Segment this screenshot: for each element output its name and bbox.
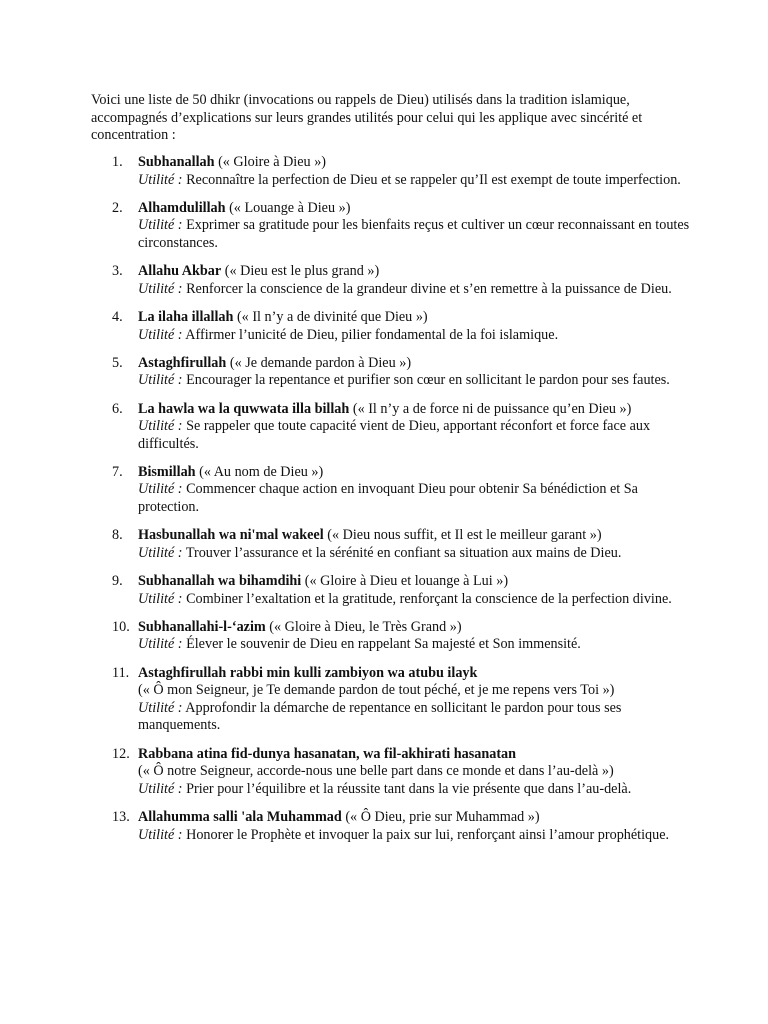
item-number: 5. <box>112 354 123 371</box>
item-heading <box>138 401 691 419</box>
utility-text <box>138 327 691 345</box>
dhikr-term: Allahumma salli 'ala Muhammad <box>138 808 342 825</box>
list-item <box>91 746 691 799</box>
item-heading <box>138 464 691 482</box>
item-heading <box>138 355 691 373</box>
dhikr-translation: (« Ô mon Seigneur, je Te demande pardon de tout péché, et je me repens vers Toi ») <box>138 682 615 699</box>
utility-label: Utilité : <box>138 590 183 607</box>
list-item <box>91 309 691 344</box>
list-item <box>91 527 691 562</box>
utility-label: Utilité : <box>138 481 183 498</box>
utility-text <box>138 481 691 516</box>
list-item <box>91 573 691 608</box>
item-number: 13. <box>112 808 130 825</box>
item-number: 8. <box>112 527 123 544</box>
dhikr-term: Astaghfirullah rabbi min kulli zambiyon wa atubu ilayk <box>138 664 478 681</box>
list-item <box>91 401 691 454</box>
utility-description: Se rappeler que toute capacité vient de Dieu, apportant réconfort et force face aux difficultés. <box>138 418 651 452</box>
item-heading <box>138 665 691 683</box>
list-item <box>91 154 691 189</box>
utility-label: Utilité : <box>138 418 183 435</box>
utility-text <box>138 418 691 453</box>
dhikr-term: Subhanallahi-l-‘azim <box>138 618 266 635</box>
item-heading <box>138 200 691 218</box>
item-number: 3. <box>112 263 123 280</box>
list-item <box>91 665 691 735</box>
dhikr-term: Rabbana atina fid-dunya hasanatan, wa fil-akhirati hasanatan <box>138 745 517 762</box>
utility-label: Utilité : <box>138 280 183 297</box>
list-item <box>91 263 691 298</box>
utility-description: Renforcer la conscience de la grandeur divine et s’en remettre à la puissance de Dieu. <box>182 280 672 297</box>
dhikr-term: La hawla wa la quwwata illa billah <box>138 400 350 417</box>
utility-description: Encourager la repentance et purifier son cœur en sollicitant le pardon pour ses fautes. <box>182 372 670 389</box>
list-item <box>91 809 691 844</box>
dhikr-term: Astaghfirullah <box>138 354 227 371</box>
dhikr-meaning: (« Dieu nous suffit, et Il est le meilleur garant ») <box>323 527 602 544</box>
utility-text <box>138 700 691 735</box>
item-heading <box>138 263 691 281</box>
item-number: 1. <box>112 154 123 170</box>
dhikr-term: Subhanallah <box>138 154 215 170</box>
dhikr-term: Subhanallah wa bihamdihi <box>138 573 302 590</box>
utility-label: Utilité : <box>138 780 183 797</box>
utility-label: Utilité : <box>138 372 183 389</box>
dhikr-meaning: (« Gloire à Dieu et louange à Lui ») <box>301 573 509 590</box>
utility-text <box>138 372 691 390</box>
dhikr-term: Alhamdulillah <box>138 199 226 216</box>
dhikr-translation: (« Ô notre Seigneur, accorde-nous une belle part dans ce monde et dans l’au-delà ») <box>138 763 614 780</box>
utility-text <box>138 636 691 654</box>
utility-label: Utilité : <box>138 636 183 653</box>
item-number: 11. <box>112 664 130 681</box>
intro-paragraph: Voici une liste de 50 dhikr (invocations ou rappels de Dieu) utilisés dans la tradition islamique, accompagnés d’explications sur leurs grandes utilités pour celui qui les applique avec sincérité et concentration : <box>91 92 643 144</box>
dhikr-term: Hasbunallah wa ni'mal wakeel <box>138 527 324 544</box>
utility-description: Élever le souvenir de Dieu en rappelant Sa majesté et Son immensité. <box>182 636 581 653</box>
dhikr-list <box>91 154 691 855</box>
item-number: 6. <box>112 400 123 417</box>
utility-label: Utilité : <box>138 699 183 716</box>
item-heading <box>138 573 691 591</box>
dhikr-meaning: (« Gloire à Dieu, le Très Grand ») <box>265 618 462 635</box>
utility-text <box>138 827 691 845</box>
dhikr-meaning: (« Il n’y a de divinité que Dieu ») <box>233 308 428 325</box>
dhikr-meaning: (« Dieu est le plus grand ») <box>221 263 380 280</box>
item-number: 12. <box>112 745 130 762</box>
dhikr-term: Allahu Akbar <box>138 263 222 280</box>
utility-description: Reconnaître la perfection de Dieu et se rappeler qu’Il est exempt de toute imperfection. <box>182 171 681 188</box>
list-item <box>91 464 691 517</box>
item-number: 9. <box>112 573 123 590</box>
list-item <box>91 200 691 253</box>
item-heading <box>138 309 691 327</box>
item-number: 7. <box>112 463 123 480</box>
list-item <box>91 619 691 654</box>
item-heading <box>138 527 691 545</box>
dhikr-term: La ilaha illallah <box>138 308 234 325</box>
utility-description: Affirmer l’unicité de Dieu, pilier fondamental de la foi islamique. <box>182 326 559 343</box>
utility-label: Utilité : <box>138 171 183 188</box>
dhikr-meaning: (« Louange à Dieu ») <box>225 199 351 216</box>
item-number: 10. <box>112 618 130 635</box>
utility-label: Utilité : <box>138 326 183 343</box>
item-number: 2. <box>112 199 123 216</box>
utility-text <box>138 781 691 799</box>
item-heading <box>138 809 691 827</box>
utility-description: Prier pour l’équilibre et la réussite tant dans la vie présente que dans l’au-delà. <box>182 780 632 797</box>
utility-description: Honorer le Prophète et invoquer la paix sur lui, renforçant ainsi l’amour prophétique. <box>182 826 670 843</box>
utility-description: Combiner l’exaltation et la gratitude, renforçant la conscience de la perfection divine. <box>182 590 672 607</box>
utility-label: Utilité : <box>138 826 183 843</box>
dhikr-meaning: (« Je demande pardon à Dieu ») <box>226 354 412 371</box>
item-number: 4. <box>112 308 123 325</box>
utility-label: Utilité : <box>138 217 183 234</box>
utility-text <box>138 217 691 252</box>
utility-text <box>138 545 691 563</box>
utility-description: Trouver l’assurance et la sérénité en confiant sa situation aux mains de Dieu. <box>182 544 622 561</box>
utility-text <box>138 281 691 299</box>
item-heading <box>138 746 691 764</box>
dhikr-meaning: (« Ô Dieu, prie sur Muhammad ») <box>341 808 540 825</box>
utility-label: Utilité : <box>138 544 183 561</box>
item-heading <box>138 619 691 637</box>
utility-text <box>138 591 691 609</box>
utility-description: Commencer chaque action en invoquant Dieu pour obtenir Sa bénédiction et Sa protection. <box>138 481 638 516</box>
utility-text <box>138 172 691 190</box>
dhikr-term: Bismillah <box>138 463 196 480</box>
dhikr-meaning: (« Gloire à Dieu ») <box>214 154 327 170</box>
dhikr-meaning: (« Au nom de Dieu ») <box>195 463 324 480</box>
utility-description: Exprimer sa gratitude pour les bienfaits reçus et cultiver un cœur reconnaissant en toutes circonstances. <box>138 217 690 251</box>
list-item <box>91 355 691 390</box>
dhikr-meaning: (« Il n’y a de force ni de puissance qu’en Dieu ») <box>349 400 632 417</box>
utility-description: Approfondir la démarche de repentance en sollicitant le pardon pour tous ses manquements. <box>138 699 622 734</box>
item-heading <box>138 154 691 172</box>
